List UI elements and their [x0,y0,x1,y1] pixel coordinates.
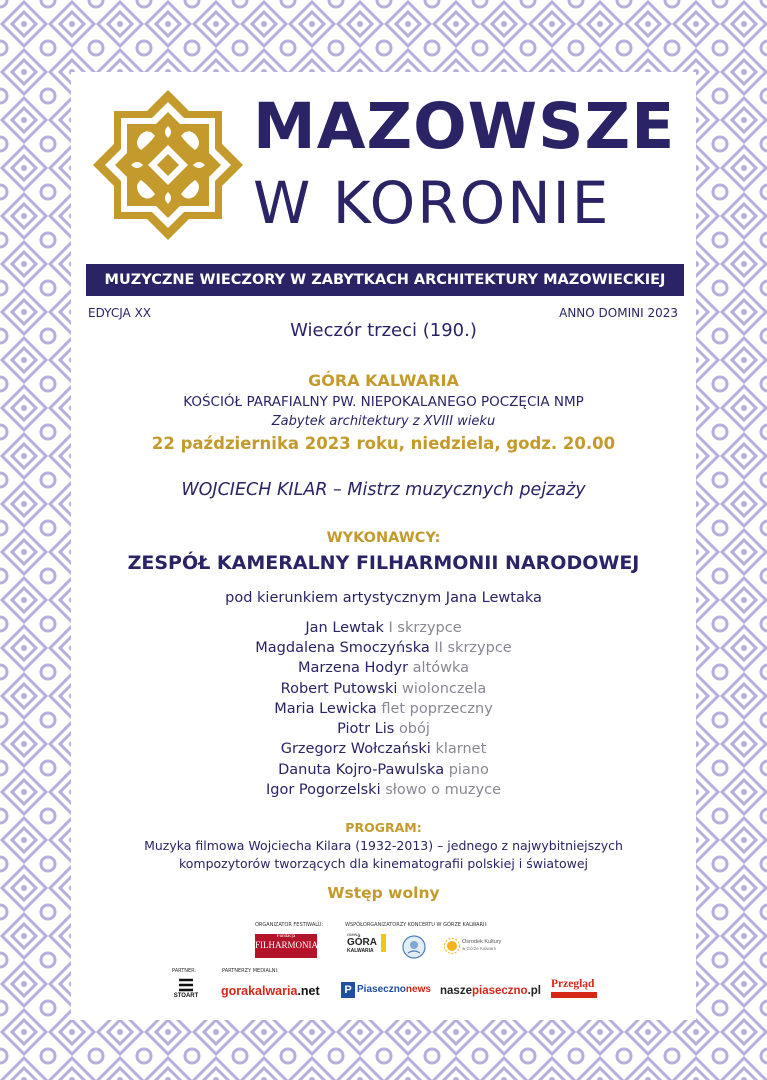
performer-row [71,721,696,737]
festival-title-line2: W KORONIE [253,169,611,237]
parish-emblem-icon [402,934,426,960]
coorganizers-label: WSPÓŁORGANIZATORZY KONCERTU W GÓRZE KALWARII: [345,922,488,928]
program-line: Muzyka filmowa Wojciecha Kilara (1932-2013) – jednego z najwybitniejszych [144,838,623,853]
artistic-direction: pod kierunkiem artystycznym Jana Lewtaka [225,590,542,606]
performer-row [71,782,696,798]
event-place: GÓRA KALWARIA [308,371,459,390]
performer-name: Piotr Lis [337,721,395,737]
event-monument-note: Zabytek architektury z XVIII wieku [271,414,496,429]
performer-row [71,741,696,757]
poster-panel [71,72,696,1020]
media-partners-label: PARTNERZY MEDIALNI: [222,968,279,974]
sun-icon [444,938,460,954]
performer-name: Marzena Hodyr [297,660,409,676]
performer-role: I skrzypce [388,620,462,636]
filharmonia-logo: Fundacja FILHARMONIA [255,934,317,958]
event-date: 22 października 2023 roku, niedziela, godz. 20.00 [151,434,616,453]
organizer-label: ORGANIZATOR FESTIWALU: [255,922,324,928]
stoart-mark-icon [178,978,194,992]
performer-row [71,762,696,778]
gmina-gora-kalwaria-logo: GMINA GÓRA KALWARIA [347,932,389,960]
performer-name: Maria Lewicka [274,701,377,717]
performer-row [71,681,696,697]
performers-heading: WYKONAWCY: [326,530,441,546]
naszepiaseczno-logo: naszepiaseczno.pl [440,985,541,997]
performer-role: klarnet [435,741,487,757]
piaseczno-news-logo: P Piasecznonews [341,982,427,1000]
partner-label: PARTNER: [172,968,197,974]
program-line: kompozytorów tworzących dla kinematografii polskiej i światowej [178,856,589,871]
free-entry-note: Wstęp wolny [327,884,440,902]
year-label: ANNO DOMINI 2023 [559,306,678,320]
performer-role: flet poprzeczny [381,701,493,717]
stoart-logo: STOART [172,978,200,1004]
festival-title-line1: MAZOWSZE [253,90,676,163]
performer-row [71,620,696,636]
performer-name: Jan Lewtak [305,620,384,636]
evening-number: Wieczór trzeci (190.) [290,320,477,341]
przeglad-logo: Przegląd [551,978,597,1000]
performer-row [71,660,696,676]
ensemble-name: ZESPÓŁ KAMERALNY FILHARMONII NARODOWEJ [127,552,640,574]
performer-name: Magdalena Smoczyńska [255,640,430,656]
festival-logo-icon [93,90,243,240]
performer-row [71,640,696,656]
osrodek-kultury-logo: Ośrodek Kultury w Górze Kalwarii [444,936,524,958]
performer-role: II skrzypce [434,640,512,656]
performer-row [71,701,696,717]
edition-label: EDYCJA XX [88,306,152,320]
performer-name: Danuta Kojro-Pawulska [278,762,445,778]
performer-name: Grzegorz Wołczański [280,741,431,757]
festival-subtitle-band: MUZYCZNE WIECZORY W ZABYTKACH ARCHITEKTURY MAZOWIECKIEJ [86,264,684,296]
performer-name: Robert Putowski [280,681,398,697]
event-church: KOŚCIÓŁ PARAFIALNY PW. NIEPOKALANEGO POCZĘCIA NMP [183,394,584,410]
concert-motto: WOJCIECH KILAR – Mistrz muzycznych pejzaży [181,480,586,500]
performer-role: słowo o muzyce [385,782,501,798]
performer-role: altówka [412,660,470,676]
performer-role: piano [448,762,489,778]
program-description [71,837,696,873]
performer-role: obój [398,721,430,737]
performer-role: wiolonczela [402,681,487,697]
performer-name: Igor Pogorzelski [266,782,381,798]
program-heading: PROGRAM: [345,820,422,835]
gorakalwaria-net-logo: gorakalwaria.net [221,984,320,998]
